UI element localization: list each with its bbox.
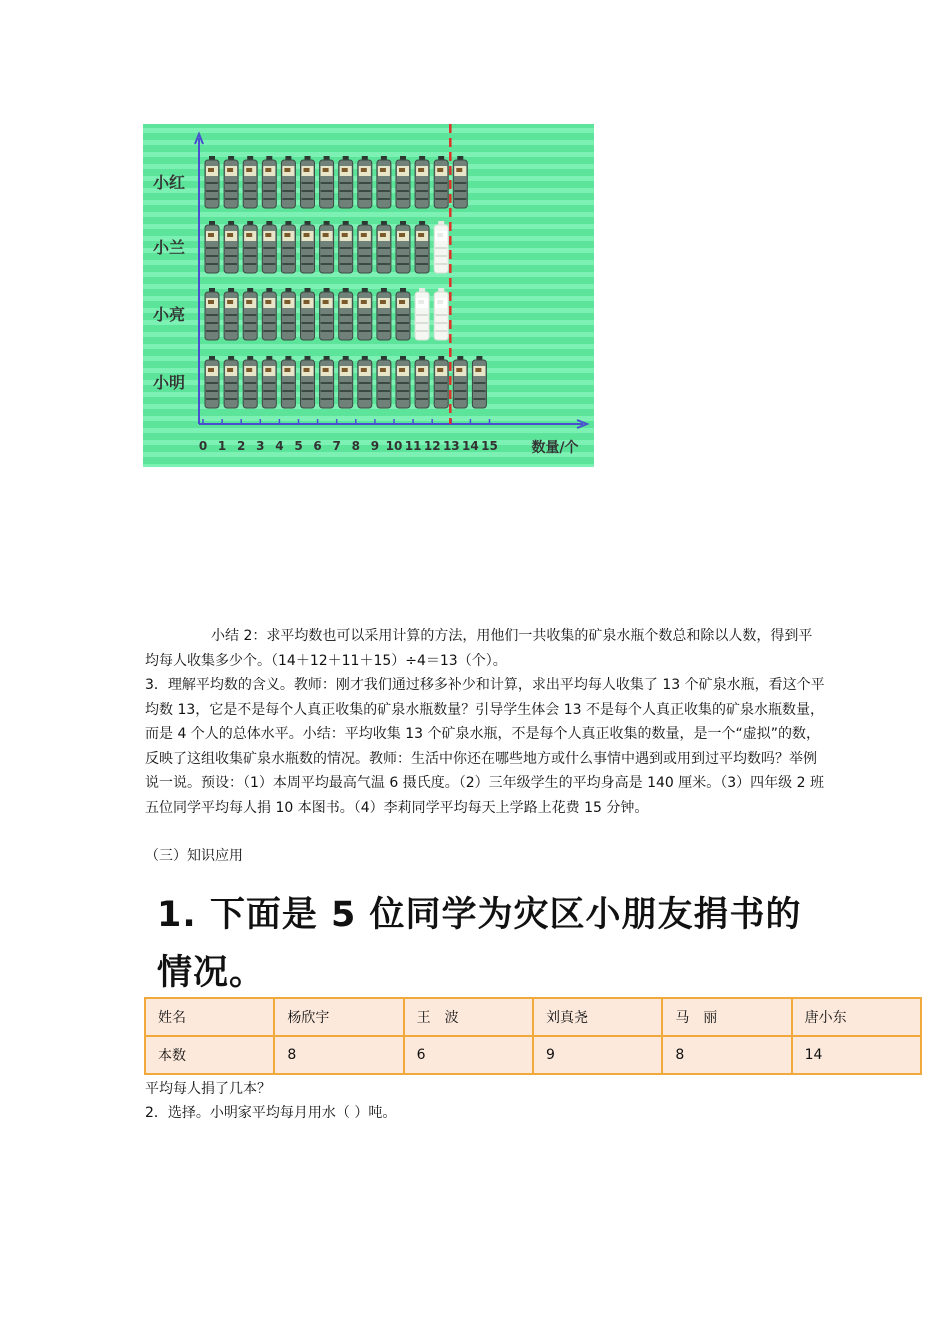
bottle (377, 356, 391, 408)
bottle (358, 156, 372, 208)
table-cell-count: 6 (404, 1036, 533, 1074)
bottle (205, 356, 219, 408)
bottle (377, 221, 391, 273)
bottle (339, 288, 353, 340)
bottle (358, 221, 372, 273)
bottle (262, 288, 276, 340)
bottle (320, 356, 334, 408)
bottle (377, 156, 391, 208)
bottle (415, 356, 429, 408)
bottle (339, 356, 353, 408)
table-row-counts (145, 1036, 921, 1074)
bottle (301, 221, 315, 273)
bottle (262, 156, 276, 208)
bottle (358, 288, 372, 340)
chart-stripe (143, 440, 594, 445)
x-tick-label: 10 (385, 439, 403, 453)
bottle (243, 221, 257, 273)
table-cell-count: 8 (662, 1036, 791, 1074)
bottle (396, 221, 410, 273)
bottle (281, 288, 295, 340)
x-tick-label: 13 (442, 439, 460, 453)
x-tick-label: 3 (256, 439, 265, 453)
bottle (453, 156, 467, 208)
question-2: 2．选择。小明家平均每月用水（ ）吨。 (145, 1105, 397, 1121)
x-axis-label: 数量/个 (531, 440, 579, 456)
table-cell-name: 王 波 (404, 998, 533, 1036)
bottle (301, 156, 315, 208)
bottle (415, 221, 429, 273)
average-meaning-paragraph: 3．理解平均数的含义。教师：刚才我们通过移多补少和计算，求出平均每人收集了 13 个矿泉水瓶，看这个平均数 13，它是不是每个人真正收集的矿泉水瓶数量？引导学生体会 13 不是每个人真正收集的矿泉水瓶数量，而是 4 个人的总体水平。小结：平均收集 13 个矿泉水瓶，不是每个人真正收集的数量，是一个“虚拟”的数，反映了这组收集矿泉水瓶数的情况。教师：生活中你还在哪些地方或什么事情中遇到或用到过平均数吗？举例说一说。预设：（1）本周平均最高气温 6 摄氏度。（2）三年级学生的平均身高是 140 厘米。（3）四年级 2 班五位同学平均每人捐 10 本图书。（4）李莉同学平均每天上学路上花费 15 分钟。 (145, 677, 825, 816)
moved-bottle (434, 288, 448, 340)
bottle (205, 156, 219, 208)
question-1-ask: 平均每人捐了几本？ (145, 1081, 271, 1097)
x-tick-label: 4 (275, 439, 284, 453)
bottle (396, 156, 410, 208)
bottle (339, 156, 353, 208)
moved-bottle (415, 288, 429, 340)
x-tick-label: 11 (404, 439, 422, 453)
table-cell-count: 9 (533, 1036, 662, 1074)
bottle (281, 221, 295, 273)
section-heading-knowledge-application: （三）知识应用 (145, 848, 243, 864)
chart-stripe (143, 464, 594, 467)
bottle (262, 356, 276, 408)
bottle (205, 288, 219, 340)
x-tick-label: 9 (370, 439, 380, 453)
x-tick-label: 0 (198, 439, 208, 453)
x-tick-label: 14 (462, 439, 479, 453)
table-cell-name: 杨欣宇 (274, 998, 403, 1036)
bottle (205, 221, 219, 273)
x-tick-label: 8 (351, 439, 360, 453)
bottle (339, 221, 353, 273)
chart-stripe (143, 140, 594, 145)
table-cell-name: 马 丽 (662, 998, 791, 1036)
table-row-label: 本数 (145, 1036, 274, 1074)
x-tick-label: 5 (294, 439, 303, 453)
bottle (224, 221, 238, 273)
bottle (243, 156, 257, 208)
bottle (320, 156, 334, 208)
bottle-picture-chart (143, 124, 594, 467)
table-cell-count: 14 (792, 1036, 921, 1074)
x-tick-label: 6 (313, 439, 322, 453)
table-cell-name: 刘真尧 (533, 998, 662, 1036)
bottle (415, 156, 429, 208)
x-tick-label: 15 (481, 439, 498, 453)
row-label: 小兰 (152, 238, 186, 257)
bottle (224, 156, 238, 208)
chart-stripe (143, 128, 594, 133)
bottle (301, 288, 315, 340)
table-cell-count: 8 (274, 1036, 403, 1074)
bottle (224, 356, 238, 408)
bottle (453, 356, 467, 408)
bottle (472, 356, 486, 408)
question-1-title: 1. 下面是 5 位同学为灾区小朋友捐书的情况。 (157, 895, 802, 993)
row-label: 小明 (152, 373, 186, 392)
table-cell-name: 唐小东 (792, 998, 921, 1036)
chart-stripe (143, 428, 594, 433)
bottle (301, 356, 315, 408)
bottle (262, 221, 276, 273)
bottle (243, 288, 257, 340)
bottle (320, 288, 334, 340)
bottle (396, 356, 410, 408)
bottle (396, 288, 410, 340)
bottle (243, 356, 257, 408)
moved-bottle (434, 221, 448, 273)
bottle (224, 288, 238, 340)
row-label: 小亮 (152, 305, 186, 324)
chart-stripe (143, 212, 594, 217)
book-donation-table (144, 997, 922, 1075)
table-row-names (145, 998, 921, 1036)
chart-stripe (143, 416, 594, 421)
bottle (281, 356, 295, 408)
x-tick-label: 2 (237, 439, 246, 453)
bottle (358, 356, 372, 408)
bottle (434, 356, 448, 408)
bottle (281, 156, 295, 208)
bottle (377, 288, 391, 340)
chart-stripe (143, 452, 594, 457)
chart-svg (143, 124, 594, 467)
x-tick-label: 12 (423, 439, 441, 453)
x-tick-label: 1 (217, 439, 227, 453)
bottle (320, 221, 334, 273)
chart-stripe (143, 344, 594, 349)
bottle (434, 156, 448, 208)
summary-2-paragraph: 小结 2：求平均数也可以采用计算的方法，用他们一共收集的矿泉水瓶个数总和除以人数，得到平均每人收集多少个。（14＋12＋11＋15）÷4＝13（个）。 (145, 628, 813, 669)
x-tick-label: 7 (332, 439, 341, 453)
table-header-label: 姓名 (145, 998, 274, 1036)
row-label: 小红 (152, 173, 186, 192)
